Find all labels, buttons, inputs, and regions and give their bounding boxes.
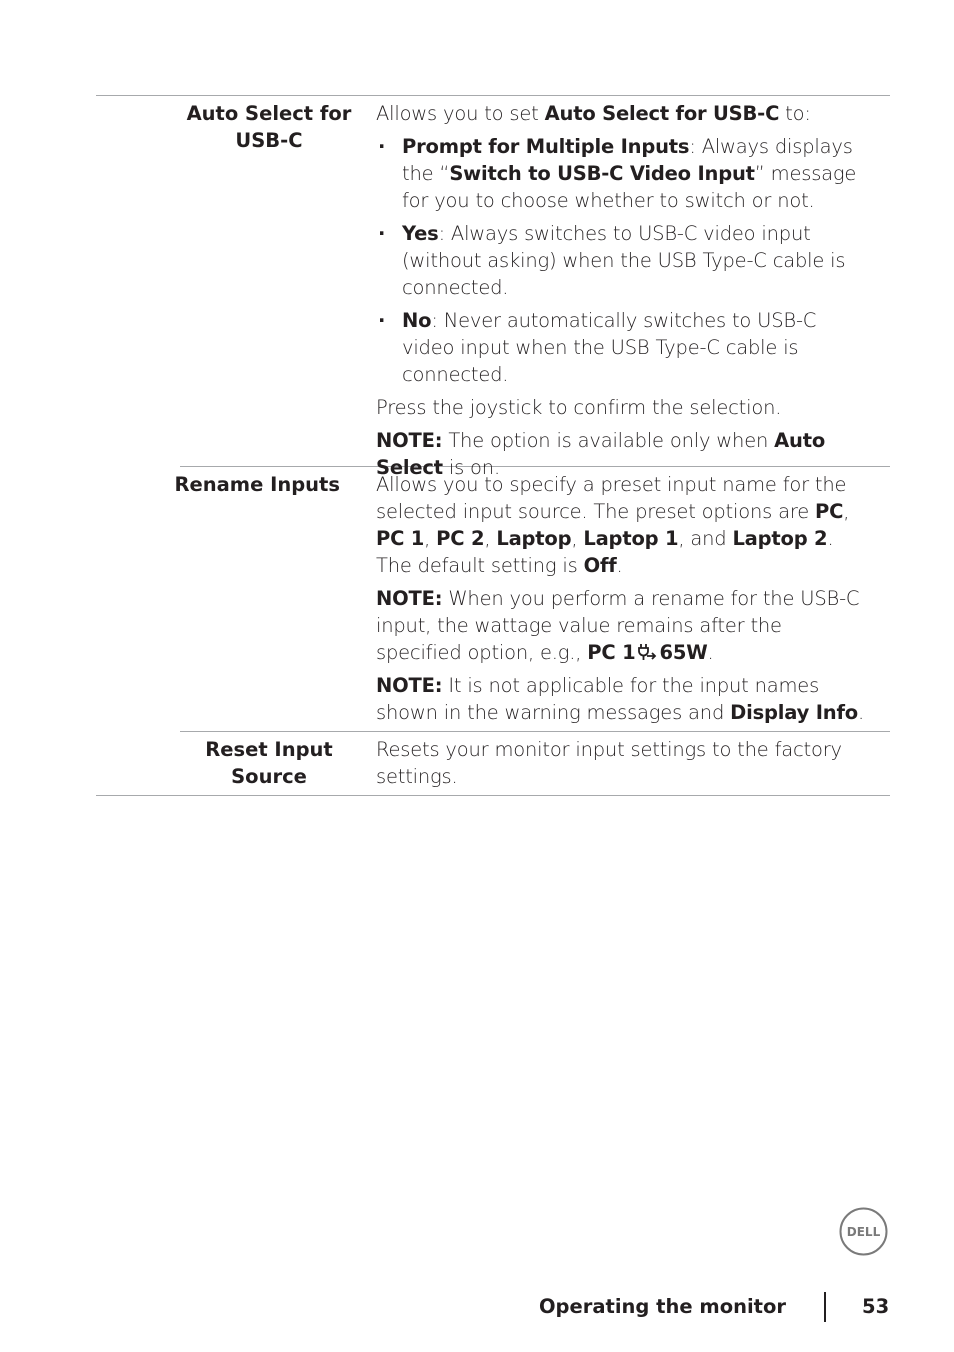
row-label: Rename Inputs bbox=[174, 473, 340, 496]
list-item: · Prompt for Multiple Inputs: Always displays the “Switch to USB-C Video Input” message for you to choose whether to switch or not. bbox=[376, 133, 872, 214]
row-description bbox=[358, 467, 872, 731]
row-label: Reset Input Source bbox=[205, 738, 333, 788]
note: NOTE: The option is available only when Auto Select is on. bbox=[376, 429, 826, 479]
settings-table bbox=[96, 95, 890, 796]
table-row-reset-input-source bbox=[96, 732, 890, 795]
list-item: · Yes: Always switches to USB-C video input (without asking) when the USB Type-C cable is connected. bbox=[376, 220, 872, 301]
note: NOTE: It is not applicable for the input names shown in the warning messages and Display Info. bbox=[376, 674, 864, 724]
footer-separator bbox=[824, 1292, 826, 1322]
table-row-auto-select-usbc bbox=[96, 96, 890, 479]
row-description bbox=[358, 732, 872, 795]
table-bottom-rule bbox=[96, 795, 890, 796]
power-plug-icon bbox=[637, 642, 657, 662]
dell-logo bbox=[839, 1207, 888, 1256]
confirm-text: Press the joystick to confirm the selection. bbox=[376, 396, 782, 419]
row-label: Auto Select for USB-C bbox=[186, 102, 352, 152]
description-text: Resets your monitor input settings to the factory settings. bbox=[376, 738, 842, 788]
row-description bbox=[358, 96, 872, 479]
footer-section-title: Operating the monitor bbox=[538, 1295, 786, 1318]
option-list bbox=[376, 133, 872, 388]
page-number: 53 bbox=[862, 1295, 890, 1318]
dell-logo-text: DELL bbox=[846, 1225, 881, 1239]
intro-text: Allows you to set Auto Select for USB-C to: bbox=[376, 102, 811, 125]
intro-text: Allows you to specify a preset input name for the selected input source. The preset options are PC, PC 1, PC 2, Laptop, Laptop 1, and Laptop 2. The default setting is Off. bbox=[376, 473, 850, 577]
table-row-rename-inputs bbox=[96, 467, 890, 731]
page-footer bbox=[0, 1292, 954, 1324]
note: NOTE: When you perform a rename for the USB-C input, the wattage value remains after the specified option, e.g., PC 1 65W. bbox=[376, 587, 860, 664]
list-item: · No: Never automatically switches to USB-C video input when the USB Type-C cable is connected. bbox=[376, 307, 872, 388]
